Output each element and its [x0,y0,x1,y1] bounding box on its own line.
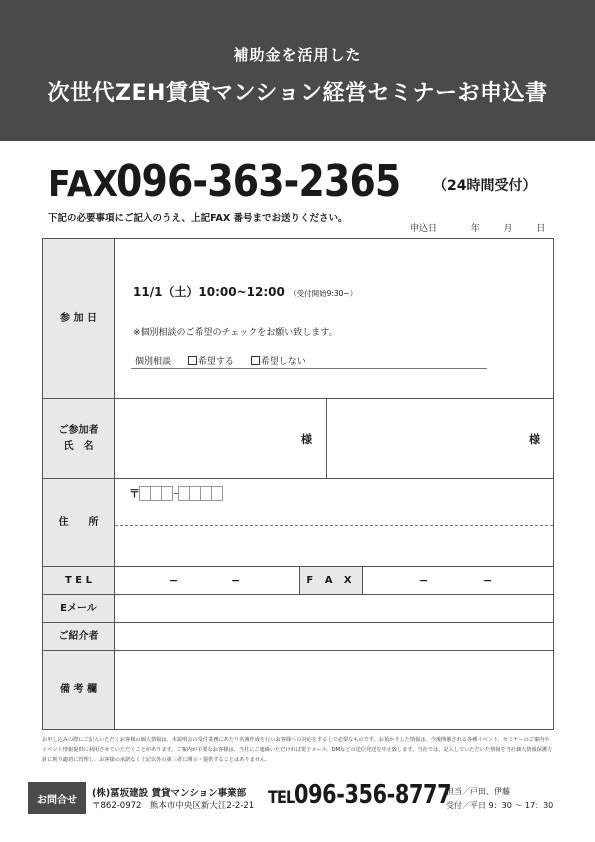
company-name: (株)冨坂建設 賃貸マンション事業部 [92,788,247,799]
contact-tel-label: TEL [268,788,295,808]
participant-label-line2: 氏 名 [63,440,94,452]
contact-label: お問合せ [28,782,86,814]
tel-dash-2: − [231,574,241,587]
consult-yes-checkbox[interactable] [188,356,197,365]
apply-date-year: 年 [470,224,480,234]
consult-yes-option[interactable] [188,357,234,367]
fax-field-label: F A X [299,567,363,594]
row-participant [43,399,553,479]
postal-mark: 〒 [129,487,140,500]
fax-label: FAX [48,164,118,205]
email-field[interactable] [116,595,553,622]
fax-number: 096-363-2365 [116,156,401,207]
postal-code-field[interactable] [129,485,223,501]
apply-date-month: 月 [503,224,513,234]
honorific-2: 様 [529,433,540,446]
row-notes [43,651,553,729]
row-address [43,479,553,567]
notes-label: 備 考 欄 [43,651,115,729]
business-hours: 受付／平日 9：30 〜 17：30 [446,801,554,810]
consult-label: 個別相談 [135,357,172,367]
tel-dash-1: − [169,574,179,587]
consult-no-checkbox[interactable] [251,356,260,365]
row-phone [43,567,553,595]
header-subtitle: 補助金を活用した [233,46,362,64]
consult-yes-label: 希望する [197,357,234,367]
fax-dash-1: − [419,574,429,587]
contact-person: 担当／戸田、伊藤 [446,787,510,796]
referrer-label: ご紹介者 [43,623,115,650]
email-label: Eメール [43,595,115,622]
participant-name-field-2[interactable] [327,399,553,478]
header-title: 次世代ZEH賃貸マンション経営セミナーお申込書 [47,81,548,106]
address-label: 住 所 [43,479,115,566]
participant-label [43,399,115,478]
row-email [43,595,553,623]
row-date [43,239,553,399]
header-banner [0,0,595,141]
row-referrer [43,623,553,651]
apply-date-label: 申込日 [410,224,438,234]
application-form [42,238,554,730]
fax-field[interactable] [364,567,553,594]
consult-no-label: 希望しない [260,357,306,367]
seminar-date [133,283,357,300]
privacy-notice: お申し込みの際にご記入いただくお客様の個人情報は、本説明会の受付業務にあたり名簿作成を行いお客様への対応をする上で必要なものです。お預かりした情報は、今後開催される各種イベント、セミナーのご案内やイベント情報提供に利用させていただくことがあります。ご案内が不要なお客様は、当社にご連絡いただければ電子メール、DMなどの送信発送を中止致します。当社では、記入していただいた情報を当社個人情報保護方針に則り適切に管理し、お客様の承諾なく上記以外の第三者に開示・提供することはありません。 [42,737,553,763]
tel-field[interactable] [116,567,299,594]
consult-no-option[interactable] [251,357,306,367]
apply-date-day: 日 [536,224,546,234]
participant-name-field-1[interactable] [116,399,326,478]
address-field[interactable] [116,529,553,565]
fax-number-line [48,156,447,206]
address-divider [115,525,553,526]
tel-label: T E L [43,567,115,594]
consult-note: ※個別相談のご希望のチェックをお願い致します。 [133,328,338,338]
participant-label-line1: ご参加者 [58,424,99,436]
company-address: 〒862-0972 熊本市中央区新大江2-2-21 [92,801,255,811]
notes-field[interactable] [116,651,553,729]
date-label: 参 加 日 [43,239,115,398]
contact-tel-number: 096-356-8777 [294,780,452,810]
seminar-date-note: （受付開始9:30~） [289,289,358,298]
apply-date [410,221,545,234]
instruction-text: 下記の必要事項にご記入のうえ、上記FAX 番号までお送りください。 [48,213,348,224]
consult-options [131,349,487,369]
honorific-1: 様 [301,433,312,446]
fax-dash-2: − [483,574,493,587]
fax-hours: （24時間受付） [433,178,537,194]
referrer-field[interactable] [116,623,553,650]
seminar-date-text: 11/1（土）10:00~12:00 [133,285,285,299]
